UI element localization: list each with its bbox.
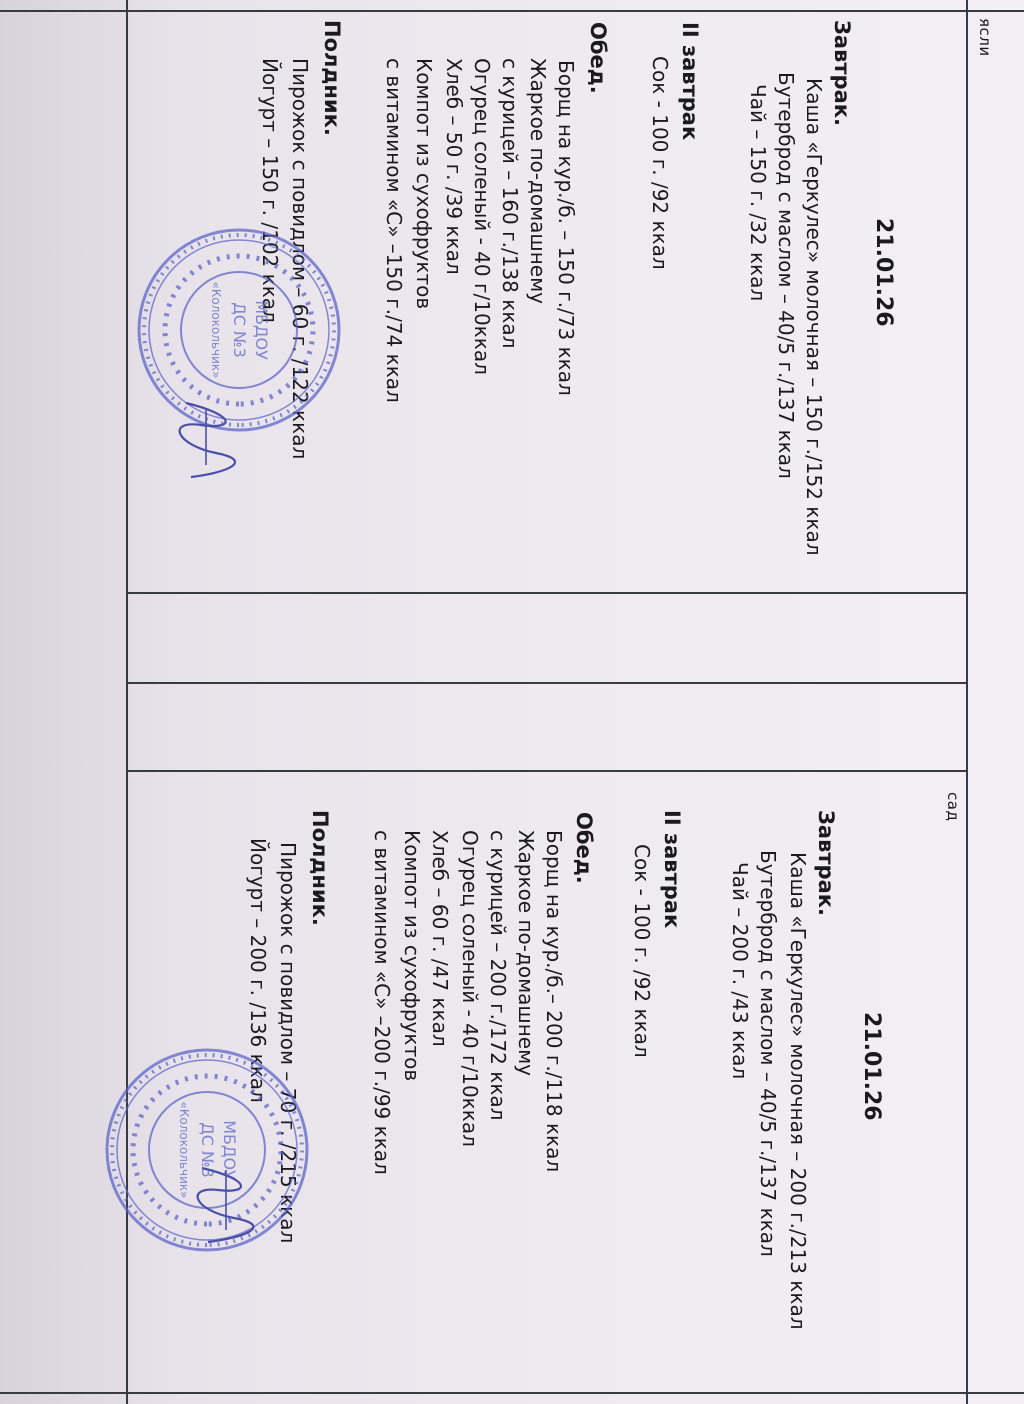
menu-item: Чай – 150 г. /32 ккал (746, 84, 770, 302)
panel-label: сад (944, 792, 962, 822)
menu-item: Борщ на кур./б.– 200 г./118 ккал (542, 830, 566, 1173)
menu-date: 21.01.26 (871, 218, 896, 327)
menu-item: Хлеб – 60 г. /47 ккал (428, 830, 452, 1047)
menu-item: Каша «Геркулес» молочная – 200 г./213 ккал (786, 852, 810, 1330)
menu-item: Пирожок с повидлом – 70 г. /215 ккал (276, 842, 300, 1244)
menu-item: Чай – 200 г. /43 ккал (728, 862, 752, 1080)
lunch-heading: Обед. (586, 22, 610, 94)
kindergarten-panel (0, 780, 1024, 1404)
menu-item: Бутерброд с маслом – 40/5 г./137 ккал (756, 850, 780, 1257)
menu-date: 21.01.26 (859, 1012, 884, 1121)
menu-item: с курицей – 200 г./172 ккал (486, 830, 510, 1121)
menu-item: Сок - 100 г. /92 ккал (648, 56, 672, 270)
menu-item: Жаркое по-домашнему (514, 830, 538, 1077)
menu-item: Йогурт – 200 г. /136 ккал (246, 838, 270, 1103)
menu-item: с витамином «С» –200 г./99 ккал (370, 830, 394, 1175)
snack-heading: Полдник. (320, 20, 344, 136)
second-breakfast-heading: II завтрак (660, 810, 684, 929)
snack-heading: Полдник. (308, 810, 332, 926)
signature (166, 395, 246, 485)
panel-label: ясли (976, 18, 994, 57)
menu-item: Бутерброд с маслом – 40/5 г./137 ккал (774, 72, 798, 479)
stamp-line: МБДОУ (220, 1120, 239, 1180)
stamp-line: ДС №3 (198, 1122, 217, 1178)
menu-item: с курицей – 160 г./138 ккал (498, 58, 522, 349)
menu-item: Компот из сухофруктов (400, 830, 424, 1082)
menu-item: Каша «Геркулес» молочная – 150 г./152 ккал (802, 78, 826, 556)
stamp-line: «Колокольчик» (177, 1101, 191, 1199)
menu-item: Компот из сухофруктов (412, 58, 436, 310)
second-breakfast-heading: II завтрак (678, 22, 702, 141)
stamp-line: «Колокольчик» (209, 281, 223, 379)
breakfast-heading: Завтрак. (830, 20, 854, 126)
menu-item: Сок - 100 г. /92 ккал (630, 844, 654, 1058)
breakfast-heading: Завтрак. (814, 810, 838, 916)
menu-item: Пирожок с повидлом – 60 г. /122 ккал (288, 58, 312, 460)
menu-item: Огурец соленый - 40 г/10ккал (458, 830, 482, 1147)
lunch-heading: Обед. (572, 812, 596, 884)
menu-item: Йогурт – 150 г. /102 ккал (258, 58, 282, 323)
menu-item: Огурец соленый - 40 г/10ккал (470, 58, 494, 375)
menu-item: с витамином «С» –150 г./74 ккал (382, 58, 406, 403)
nursery-panel (0, 0, 1024, 600)
signature (184, 1158, 264, 1248)
menu-item: Жаркое по-домашнему (526, 58, 550, 305)
menu-item: Борщ на кур./б. – 150 г./73 ккал (554, 60, 578, 396)
menu-item: Хлеб – 50 г. /39 ккал (442, 58, 466, 275)
stamp-line: МБДОУ (252, 300, 271, 360)
stamp-line: ДС №3 (230, 302, 249, 358)
